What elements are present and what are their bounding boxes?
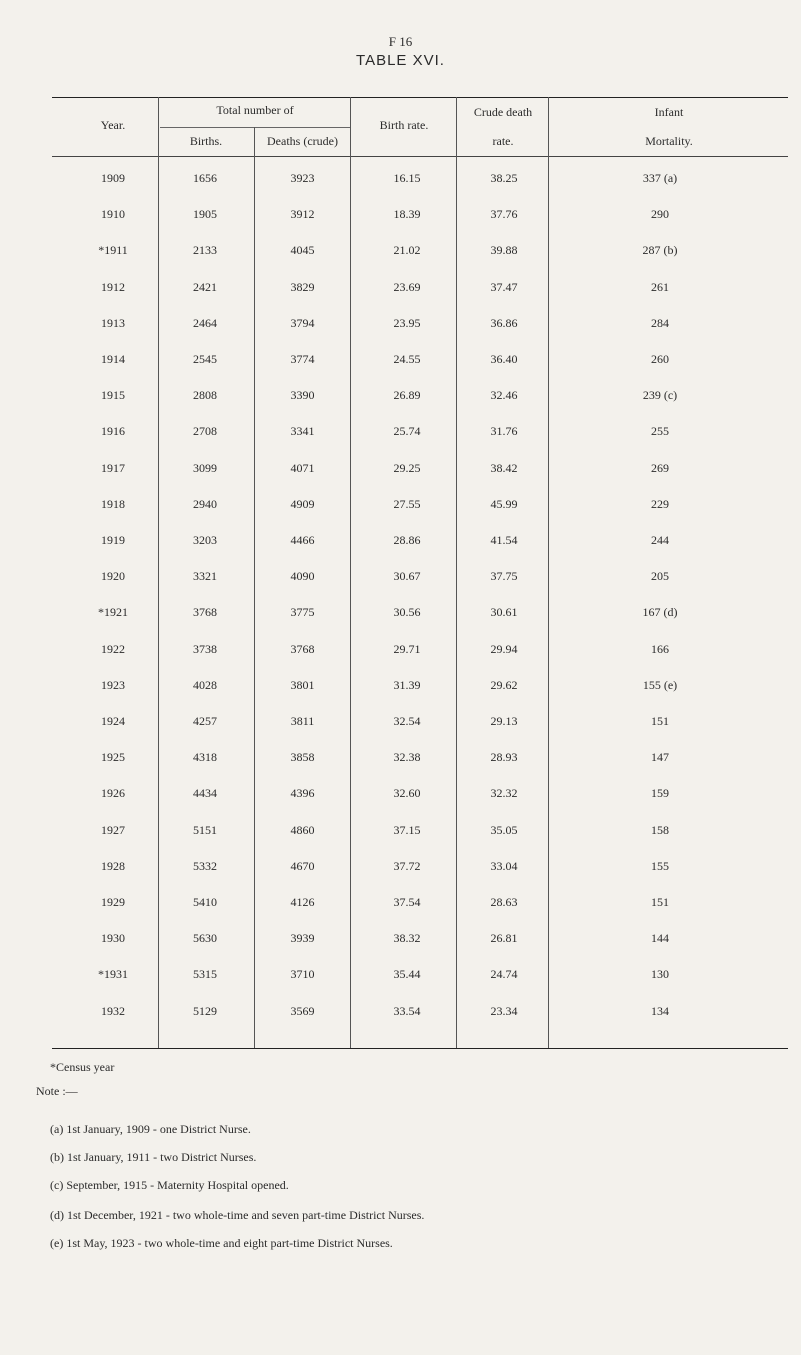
cell-year: 1910 [101, 207, 125, 222]
census-footnote: *Census year [50, 1060, 115, 1074]
cell-crude-death-rate: 36.40 [490, 352, 518, 366]
cell-birth-rate: 37.72 [393, 858, 421, 873]
table-row [0, 530, 801, 552]
note-item: (c) September, 1915 - Maternity Hospital opened. [50, 1178, 289, 1192]
cell-births: 2940 [193, 496, 217, 511]
cell-year: 1925 [101, 750, 125, 765]
cell-deaths: 3801 [290, 677, 315, 692]
table-row [0, 458, 801, 480]
page-id: F 16 [388, 34, 413, 49]
cell-births: 3321 [193, 569, 217, 584]
cell-infant-mortality: 151 [651, 714, 669, 728]
cell-birth-rate: 18.39 [393, 207, 421, 222]
table-row [0, 892, 801, 914]
cell-deaths: 3912 [290, 207, 315, 222]
cell-infant-mortality: 155 [651, 858, 669, 873]
note-item: (a) 1st January, 1909 - one District Nurse. [50, 1122, 251, 1136]
cell-crude-death-rate: 28.63 [490, 895, 518, 909]
cell-infant-mortality: 269 [651, 460, 669, 475]
cell-crude-death-rate: 29.94 [490, 641, 518, 656]
cell-crude-death-rate: 35.05 [490, 822, 518, 837]
cell-birth-rate: 38.32 [393, 931, 421, 946]
header-infant: Infant [654, 105, 684, 119]
cell-infant-mortality: 287 (b) [642, 243, 678, 258]
table-row [0, 856, 801, 878]
cell-year: 1922 [101, 641, 125, 656]
cell-infant-mortality: 144 [651, 931, 669, 946]
cell-birth-rate: 27.55 [393, 496, 421, 511]
cell-birth-rate: 30.67 [393, 569, 421, 584]
header-year: Year. [100, 118, 126, 132]
cell-infant-mortality: 155 (e) [642, 677, 678, 692]
header-bottom-rule [52, 156, 788, 157]
cell-births: 5332 [193, 858, 217, 873]
cell-deaths: 3829 [290, 279, 315, 294]
cell-birth-rate: 16.15 [393, 171, 421, 185]
cell-infant-mortality: 255 [651, 424, 669, 439]
cell-births: 1905 [193, 207, 217, 222]
cell-infant-mortality: 229 [651, 496, 669, 511]
table-row [0, 277, 801, 299]
cell-deaths: 4860 [290, 822, 315, 837]
cell-births: 5129 [193, 1003, 217, 1018]
table-title: TABLE XVI. [356, 52, 445, 69]
cell-year: 1916 [101, 424, 125, 439]
cell-deaths: 4670 [290, 858, 315, 873]
cell-year: 1915 [101, 388, 125, 403]
cell-infant-mortality: 167 (d) [642, 605, 678, 620]
cell-births: 4028 [193, 677, 217, 692]
cell-births: 4318 [193, 750, 217, 765]
header-deaths: Deaths (crude) [267, 134, 338, 148]
table-row [0, 675, 801, 697]
table-row [0, 168, 801, 190]
cell-deaths: 3390 [290, 388, 315, 403]
cell-infant-mortality: 244 [651, 533, 669, 547]
cell-infant-mortality: 284 [651, 315, 669, 330]
cell-infant-mortality: 151 [651, 895, 669, 909]
cell-births: 3738 [193, 641, 217, 656]
cell-infant-mortality: 134 [651, 1003, 669, 1018]
cell-deaths: 4909 [290, 496, 315, 511]
table-row [0, 783, 801, 805]
cell-births: 5315 [193, 967, 217, 982]
cell-crude-death-rate: 26.81 [490, 931, 518, 946]
cell-infant-mortality: 290 [651, 207, 669, 222]
cell-births: 2708 [193, 424, 217, 439]
cell-birth-rate: 23.69 [393, 279, 421, 294]
table-row [0, 602, 801, 624]
cell-year: *1931 [98, 967, 128, 982]
cell-year: 1918 [101, 496, 125, 511]
table-row [0, 313, 801, 335]
cell-deaths: 3939 [290, 931, 315, 946]
cell-crude-death-rate: 29.62 [490, 677, 518, 692]
cell-birth-rate: 26.89 [393, 388, 421, 403]
note-item: (e) 1st May, 1923 - two whole-time and eight part-time District Nurses. [50, 1236, 393, 1250]
cell-birth-rate: 32.54 [393, 714, 421, 728]
cell-deaths: 3858 [290, 750, 315, 765]
note-label: Note :— [36, 1084, 78, 1098]
cell-birth-rate: 29.71 [393, 641, 421, 656]
cell-year: *1911 [98, 243, 128, 258]
cell-crude-death-rate: 31.76 [490, 424, 518, 439]
cell-crude-death-rate: 37.47 [490, 279, 518, 294]
header-births: Births. [189, 134, 223, 148]
cell-crude-death-rate: 24.74 [490, 967, 518, 982]
cell-birth-rate: 35.44 [393, 967, 421, 982]
cell-birth-rate: 21.02 [393, 243, 421, 258]
note-item: (b) 1st January, 1911 - two District Nurses. [50, 1150, 257, 1164]
cell-deaths: 4466 [290, 533, 315, 547]
header-total-number-of: Total number of [216, 103, 294, 117]
cell-year: 1924 [101, 714, 125, 728]
table-row [0, 566, 801, 588]
cell-deaths: 3794 [290, 315, 315, 330]
cell-crude-death-rate: 38.25 [490, 171, 518, 185]
cell-deaths: 4071 [290, 460, 315, 475]
table-row [0, 1001, 801, 1023]
table-row [0, 820, 801, 842]
cell-crude-death-rate: 37.76 [490, 207, 518, 222]
cell-deaths: 4126 [290, 895, 315, 909]
header-sub-rule [160, 127, 350, 128]
cell-birth-rate: 24.55 [393, 352, 421, 366]
cell-crude-death-rate: 30.61 [490, 605, 518, 620]
cell-year: 1930 [101, 931, 125, 946]
cell-births: 2421 [193, 279, 217, 294]
table-row [0, 639, 801, 661]
cell-births: 2133 [193, 243, 217, 258]
cell-birth-rate: 29.25 [393, 460, 421, 475]
cell-year: 1909 [101, 171, 125, 185]
table-row [0, 385, 801, 407]
table-row [0, 928, 801, 950]
cell-birth-rate: 37.54 [393, 895, 421, 909]
cell-crude-death-rate: 32.46 [490, 388, 518, 403]
cell-year: 1920 [101, 569, 125, 584]
table-row [0, 747, 801, 769]
cell-births: 5630 [193, 931, 217, 946]
cell-deaths: 4396 [290, 786, 315, 801]
cell-infant-mortality: 158 [651, 822, 669, 837]
table-row [0, 964, 801, 986]
cell-births: 2808 [193, 388, 217, 403]
table-top-rule [52, 97, 788, 98]
cell-infant-mortality: 337 (a) [642, 171, 678, 185]
cell-births: 3768 [193, 605, 217, 620]
cell-crude-death-rate: 38.42 [490, 460, 518, 475]
cell-birth-rate: 31.39 [393, 677, 421, 692]
cell-infant-mortality: 205 [651, 569, 669, 584]
table-row [0, 240, 801, 262]
table-row [0, 494, 801, 516]
cell-deaths: 3775 [290, 605, 315, 620]
cell-year: 1923 [101, 677, 125, 692]
cell-infant-mortality: 260 [651, 352, 669, 366]
cell-crude-death-rate: 39.88 [490, 243, 518, 258]
cell-birth-rate: 32.38 [393, 750, 421, 765]
cell-year: 1928 [101, 858, 125, 873]
header-birth-rate: Birth rate. [379, 118, 429, 132]
cell-year: 1913 [101, 315, 125, 330]
cell-births: 1656 [193, 171, 217, 185]
cell-births: 4257 [193, 714, 217, 728]
cell-crude-death-rate: 29.13 [490, 714, 518, 728]
cell-deaths: 3768 [290, 641, 315, 656]
cell-births: 2464 [193, 315, 217, 330]
cell-deaths: 3811 [290, 714, 315, 728]
cell-year: *1921 [98, 605, 128, 620]
cell-births: 5410 [193, 895, 217, 909]
cell-deaths: 3923 [290, 171, 315, 185]
cell-deaths: 4090 [290, 569, 315, 584]
header-crude-death-rate-2: rate. [492, 134, 514, 148]
cell-year: 1929 [101, 895, 125, 909]
cell-infant-mortality: 159 [651, 786, 669, 801]
cell-deaths: 3341 [290, 424, 315, 439]
cell-year: 1932 [101, 1003, 125, 1018]
table-row [0, 421, 801, 443]
table-row [0, 349, 801, 371]
cell-births: 5151 [193, 822, 217, 837]
table-bottom-rule [52, 1048, 788, 1049]
cell-birth-rate: 37.15 [393, 822, 421, 837]
cell-crude-death-rate: 37.75 [490, 569, 518, 584]
cell-deaths: 4045 [290, 243, 315, 258]
cell-year: 1926 [101, 786, 125, 801]
cell-deaths: 3710 [290, 967, 315, 982]
table-row [0, 204, 801, 226]
cell-birth-rate: 23.95 [393, 315, 421, 330]
cell-births: 4434 [193, 786, 217, 801]
cell-infant-mortality: 239 (c) [642, 388, 678, 403]
cell-birth-rate: 32.60 [393, 786, 421, 801]
cell-births: 2545 [193, 352, 217, 366]
cell-year: 1917 [101, 460, 125, 475]
cell-crude-death-rate: 45.99 [490, 496, 518, 511]
cell-year: 1914 [101, 352, 125, 366]
note-item: (d) 1st December, 1921 - two whole-time and seven part-time District Nurses. [50, 1208, 425, 1222]
cell-births: 3203 [193, 533, 217, 547]
cell-crude-death-rate: 36.86 [490, 315, 518, 330]
cell-year: 1927 [101, 822, 125, 837]
cell-crude-death-rate: 28.93 [490, 750, 518, 765]
cell-infant-mortality: 166 [651, 641, 669, 656]
cell-deaths: 3569 [290, 1003, 315, 1018]
cell-infant-mortality: 261 [651, 279, 669, 294]
header-crude-death-rate: Crude death [473, 105, 533, 119]
cell-births: 3099 [193, 460, 217, 475]
cell-year: 1919 [101, 533, 125, 547]
cell-crude-death-rate: 41.54 [490, 533, 518, 547]
cell-crude-death-rate: 23.34 [490, 1003, 518, 1018]
cell-birth-rate: 30.56 [393, 605, 421, 620]
cell-crude-death-rate: 33.04 [490, 858, 518, 873]
header-infant-mortality: Mortality. [645, 134, 693, 148]
cell-birth-rate: 28.86 [393, 533, 421, 547]
table-row [0, 711, 801, 733]
cell-birth-rate: 33.54 [393, 1003, 421, 1018]
cell-infant-mortality: 130 [651, 967, 669, 982]
cell-birth-rate: 25.74 [393, 424, 421, 439]
cell-deaths: 3774 [290, 352, 315, 366]
cell-infant-mortality: 147 [651, 750, 669, 765]
cell-year: 1912 [101, 279, 125, 294]
cell-crude-death-rate: 32.32 [490, 786, 518, 801]
